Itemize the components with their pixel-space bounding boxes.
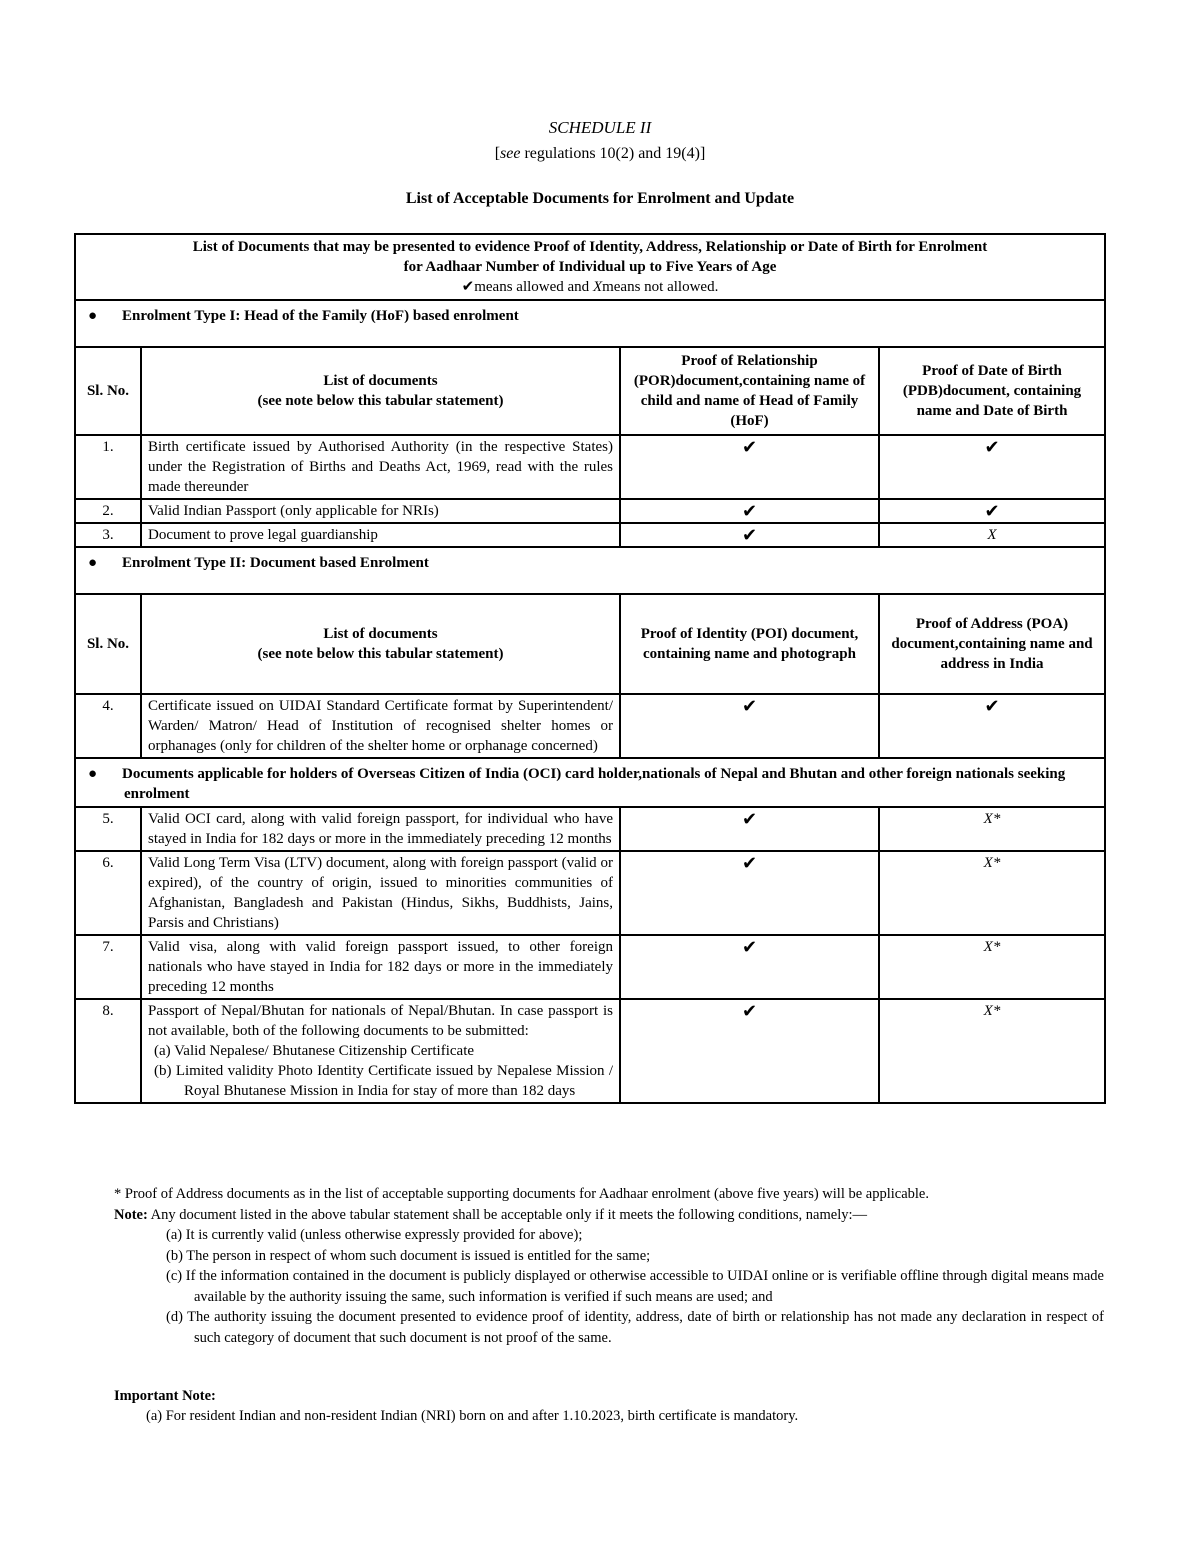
check-icon: ✔: [620, 999, 879, 1103]
row-document: Valid OCI card, along with valid foreign passport, for individual who have stayed in India for 182 days or more in the immediately preceding 12 months: [141, 807, 620, 851]
col-docs-line-2: (see note below this tabular statement): [257, 393, 504, 409]
row-document: Valid Indian Passport (only applicable for NRIs): [141, 499, 620, 523]
column-header-row: [75, 594, 1105, 694]
check-icon: ✔: [461, 279, 475, 295]
row-document-main: Passport of Nepal/Bhutan for nationals of Nepal/Bhutan. In case passport is not available, both of the following documents to be submitted:: [148, 1003, 613, 1039]
row-sl: 1.: [75, 435, 141, 499]
check-icon: ✔: [620, 435, 879, 499]
section-heading-2: [75, 547, 1105, 594]
schedule-subtitle: [0, 145, 1200, 163]
note-label: Note:: [114, 1206, 148, 1223]
bullet-icon: ●: [88, 766, 98, 782]
row-sl: 2.: [75, 499, 141, 523]
x-mark-icon: X*: [879, 851, 1105, 935]
row-document: Valid Long Term Visa (LTV) document, along with foreign passport (valid or expired), of the country of origin, issued to minorities communities of Afghanistan, Bangladesh and Pakistan (Hindus, Sikhs, Buddhists, Jains, Parsis and Christians): [141, 851, 620, 935]
x-mark-icon: X: [592, 279, 603, 295]
table-header: [75, 234, 1105, 300]
col-poa-header: Proof of Address (POA) document,containing name and address in India: [879, 594, 1105, 694]
legend-not: means not allowed.: [602, 279, 719, 295]
condition-a: (a) It is currently valid (unless otherwise expressly provided for above);: [166, 1227, 583, 1243]
table-row: [75, 499, 1105, 523]
subtitle-open: [: [494, 145, 501, 162]
section-row: [75, 300, 1105, 347]
notes-section: [114, 1184, 1104, 1348]
column-header-row: [75, 347, 1105, 435]
table-row: [75, 694, 1105, 758]
table-header-row: [75, 234, 1105, 300]
schedule-title: SCHEDULE II: [548, 118, 652, 137]
section-row: [75, 758, 1105, 807]
note-text: Any document listed in the above tabular statement shall be acceptable only if it meets the following conditions, namely:—: [147, 1206, 868, 1223]
condition-b: (b) The person in respect of whom such document is issued is entitled for the same;: [166, 1247, 651, 1264]
row-sl: 7.: [75, 935, 141, 999]
table-row: [75, 999, 1105, 1103]
note-paragraph: [114, 1205, 1104, 1226]
section-heading-3: [75, 758, 1105, 807]
x-mark-icon: X*: [879, 935, 1105, 999]
col-docs-header: [141, 347, 620, 435]
table-row: [75, 435, 1105, 499]
section-2-label: Enrolment Type II: Document based Enrolment: [122, 555, 429, 571]
table-row: [75, 851, 1105, 935]
sublist-item-b: (b) Limited validity Photo Identity Certificate issued by Nepalese Mission / Royal Bhutanese Mission in India for stay of more than 182 days: [154, 1063, 613, 1099]
list-title: List of Acceptable Documents for Enrolment and Update: [405, 190, 795, 207]
row-sl: 5.: [75, 807, 141, 851]
important-note: [114, 1386, 1104, 1426]
legend-allowed: means allowed and: [474, 279, 593, 295]
col-docs-header: [141, 594, 620, 694]
row-sl: 6.: [75, 851, 141, 935]
x-mark-icon: X*: [879, 807, 1105, 851]
row-sl: 3.: [75, 523, 141, 547]
subtitle-see: see: [500, 145, 521, 162]
col-pdb-header: Proof of Date of Birth (PDB)document, containing name and Date of Birth: [879, 347, 1105, 435]
section-heading-1: [75, 300, 1105, 347]
check-icon: ✔: [620, 935, 879, 999]
bullet-icon: ●: [88, 555, 98, 571]
row-document: Valid visa, along with valid foreign passport issued, to other foreign nationals who have stayed in India for 182 days or more in the immediately preceding 12 months: [141, 935, 620, 999]
col-docs-line-1: List of documents: [323, 626, 438, 642]
check-icon: ✔: [620, 807, 879, 851]
row-sl: 8.: [75, 999, 141, 1103]
check-icon: ✔: [620, 694, 879, 758]
row-document-sublist: [148, 1041, 613, 1101]
documents-table: [74, 233, 1106, 1104]
header-line-1: List of Documents that may be presented to evidence Proof of Identity, Address, Relationship or Date of Birth for Enrolment: [192, 239, 988, 255]
check-icon: ✔: [879, 694, 1105, 758]
footnote: * Proof of Address documents as in the list of acceptable supporting documents for Aadhaar enrolment (above five years) will be applicable.: [114, 1186, 929, 1202]
check-icon: ✔: [879, 435, 1105, 499]
row-document: [141, 999, 620, 1103]
section-3-label: Documents applicable for holders of Overseas Citizen of India (OCI) card holder,nationals of Nepal and Bhutan and other foreign nationals seeking enrolment: [122, 766, 1066, 802]
table-row: [75, 807, 1105, 851]
col-poi-header: Proof of Identity (POI) document, containing name and photograph: [620, 594, 879, 694]
row-document: Document to prove legal guardianship: [141, 523, 620, 547]
col-sl-header: Sl. No.: [75, 594, 141, 694]
bullet-icon: ●: [88, 308, 98, 324]
section-1-label: Enrolment Type I: Head of the Family (HoF) based enrolment: [122, 308, 519, 324]
row-document: Birth certificate issued by Authorised Authority (in the respective States) under the Registration of Births and Deaths Act, 1969, read with the rules made thereunder: [141, 435, 620, 499]
important-label: Important Note:: [114, 1388, 216, 1404]
row-document: Certificate issued on UIDAI Standard Certificate format by Superintendent/ Warden/ Matron/ Head of Institution of recognised shelter homes or orphanages (only for children of the shelter home or orphanage concerned): [141, 694, 620, 758]
condition-d: (d) The authority issuing the document presented to evidence proof of identity, address, date of birth or relationship has not made any declaration in respect of such category of document that such document is not proof of the same.: [166, 1309, 1104, 1346]
row-sl: 4.: [75, 694, 141, 758]
header-line-2: for Aadhaar Number of Individual up to Five Years of Age: [403, 259, 777, 275]
col-sl-header: Sl. No.: [75, 347, 141, 435]
check-icon: ✔: [879, 499, 1105, 523]
x-mark-icon: X: [879, 523, 1105, 547]
check-icon: ✔: [620, 523, 879, 547]
section-row: [75, 547, 1105, 594]
table-row: [75, 523, 1105, 547]
subtitle-rest: regulations 10(2) and 19(4)]: [520, 145, 706, 162]
col-docs-line-2: (see note below this tabular statement): [257, 646, 504, 662]
x-mark-icon: X*: [879, 999, 1105, 1103]
check-icon: ✔: [620, 499, 879, 523]
col-docs-line-1: List of documents: [323, 373, 438, 389]
table-row: [75, 935, 1105, 999]
col-por-header: Proof of Relationship (POR)document,containing name of child and name of Head of Family (HoF): [620, 347, 879, 435]
legend: [84, 277, 1096, 297]
check-icon: ✔: [620, 851, 879, 935]
condition-c: (c) If the information contained in the document is publicly displayed or otherwise accessible to UIDAI online or is verifiable offline through digital means made available by the authority issuing the same, such information is verified if such means are used; and: [166, 1268, 1104, 1305]
important-item-a: (a) For resident Indian and non-resident Indian (NRI) born on and after 1.10.2023, birth certificate is mandatory.: [146, 1408, 799, 1424]
sublist-item-a: (a) Valid Nepalese/ Bhutanese Citizenship Certificate: [154, 1043, 475, 1059]
